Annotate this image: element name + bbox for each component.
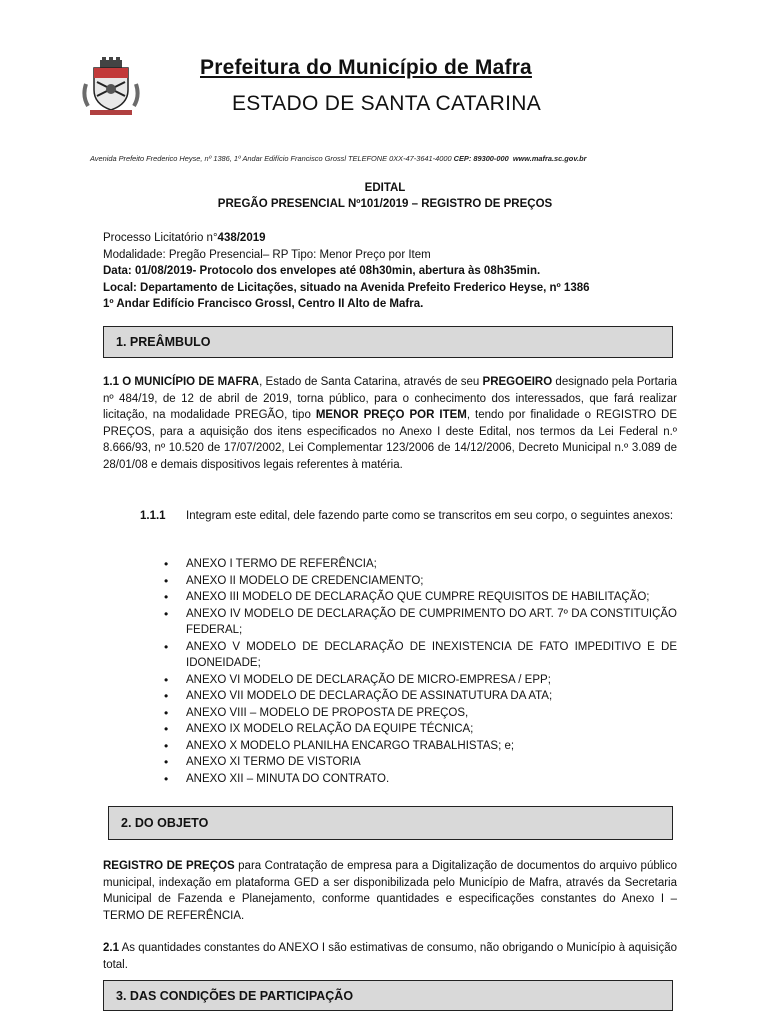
- processo-label: Processo Licitatório n°: [103, 232, 218, 244]
- local-line-2: 1º Andar Edifício Francisco Grossl, Centro II Alto de Mafra.: [103, 298, 424, 310]
- local-line-1: Local: Departamento de Licitações, situado na Avenida Prefeito Frederico Heyse, nº 1386: [103, 281, 590, 294]
- annex-list: [162, 556, 677, 787]
- p2-num: 2.1: [103, 942, 119, 954]
- data-line: Data: 01/08/2019- Protocolo dos envelopes até 08h30min, abertura às 08h35min.: [103, 265, 541, 277]
- list-item: • ANEXO XI TERMO DE VISTORIA: [162, 754, 677, 771]
- paragraph-1-1: [103, 374, 677, 473]
- subclause-text: Integram este edital, dele fazendo parte como se transcritos em seu corpo, o seguintes anexos:: [186, 510, 674, 522]
- list-item: • ANEXO III MODELO DE DECLARAÇÃO QUE CUMPRE REQUISITOS DE HABILITAÇÃO;: [162, 589, 677, 606]
- edital-label: EDITAL: [364, 182, 406, 194]
- p-pregoeiro: PREGOEIRO: [482, 376, 553, 388]
- section-heading-preambulo: 1. PREÂMBULO: [103, 326, 673, 358]
- address-cep-label: CEP:: [453, 154, 472, 163]
- edital-subtitle: PREGÃO PRESENCIAL Nº101/2019 – REGISTRO DE PREÇOS: [217, 198, 553, 210]
- header-state: ESTADO DE SANTA CATARINA: [232, 92, 542, 115]
- p-text-a: , Estado de Santa Catarina, através de seu: [259, 376, 483, 388]
- modalidade-line: Modalidade: Pregão Presencial– RP Tipo: Menor Preço por Item: [103, 248, 431, 261]
- subclause-1-1-1: [140, 508, 677, 525]
- section-heading-objeto: 2. DO OBJETO: [108, 806, 673, 840]
- paragraph-objeto: [103, 858, 677, 924]
- list-item: • ANEXO VII MODELO DE DECLARAÇÃO DE ASSINATUTURA DA ATA;: [162, 688, 677, 705]
- list-item: • ANEXO VIII – MODELO DE PROPOSTA DE PREÇOS,: [162, 705, 677, 722]
- subclause-number: 1.1.1: [140, 510, 166, 522]
- header-title: Prefeitura do Município de Mafra: [200, 56, 532, 79]
- list-item: • ANEXO II MODELO DE CREDENCIAMENTO;: [162, 573, 677, 590]
- list-item: • ANEXO I TERMO DE REFERÊNCIA;: [162, 556, 677, 573]
- p-text-b: designado pela Portaria nº 484/19, de 12 de abril de 2019, torna público, para o conhecimento dos interessados, que fará realizar licitação, na modalidade PREGÃO, tipo: [103, 376, 677, 421]
- address-site: www.mafra.sc.gov.br: [512, 154, 587, 163]
- list-item: • ANEXO X MODELO PLANILHA ENCARGO TRABALHISTAS; e;: [162, 738, 677, 755]
- list-item: • ANEXO V MODELO DE DECLARAÇÃO DE INEXISTENCIA DE FATO IMPEDITIVO E DE IDONEIDADE;: [162, 639, 677, 672]
- paragraph-2-1: [103, 940, 677, 973]
- processo-value: 438/2019: [217, 232, 266, 244]
- intro-block: [103, 230, 590, 313]
- list-item: • ANEXO IX MODELO RELAÇÃO DA EQUIPE TÉCNICA;: [162, 721, 677, 738]
- list-item: • ANEXO XII – MINUTA DO CONTRATO.: [162, 771, 677, 788]
- objeto-lead: REGISTRO DE PREÇOS: [103, 860, 235, 872]
- address-cep: 89300-000: [473, 154, 509, 163]
- list-item: • ANEXO VI MODELO DE DECLARAÇÃO DE MICRO-EMPRESA / EPP;: [162, 672, 677, 689]
- objeto-text: para Contratação de empresa para a Digitalização de documentos do arquivo público municipal, indexação em plataforma GED a ser disponibilizada pelo Município de Mafra, através da Secretaria Municipal de Fazenda e Planejamento, conforme quantidades e especificações constantes do Anexo I – TERMO DE REFERÊNCIA.: [103, 860, 678, 922]
- p2-text: As quantidades constantes do ANEXO I são estimativas de consumo, não obrigando o Município à aquisição total.: [103, 942, 677, 971]
- list-item: • ANEXO IV MODELO DE DECLARAÇÃO DE CUMPRIMENTO DO ART. 7º DA CONSTITUIÇÃO FEDERAL;: [162, 606, 677, 639]
- p-text-c: , tendo por finalidade o REGISTRO DE PREÇOS, para a aquisição dos itens especificados no Anexo I deste Edital, nos termos da Lei Federal n.º 8.666/93, nº 10.520 de 17/07/2002, Lei Complementar 123/2006 de 14/12/2006, Decreto Municipal n.º 3.089 de 28/01/08 e demais dispositivos legais referentes à matéria.: [103, 409, 677, 471]
- section-heading-participacao: 3. DAS CONDIÇÕES DE PARTICIPAÇÃO: [103, 980, 673, 1011]
- processo-line: [103, 230, 590, 247]
- address-line: Avenida Prefeito Frederico Heyse, nº 1386, 1º Andar Edifício Francisco Grossl TELEFONE 0XX-47-3641-4000: [90, 154, 452, 163]
- p-num: 1.1: [103, 376, 119, 388]
- p-org: O MUNICÍPIO DE MAFRA: [122, 376, 260, 388]
- municipal-crest-icon: [80, 56, 142, 118]
- p-tipo: MENOR PREÇO POR ITEM: [315, 409, 467, 421]
- header-address: [90, 154, 586, 163]
